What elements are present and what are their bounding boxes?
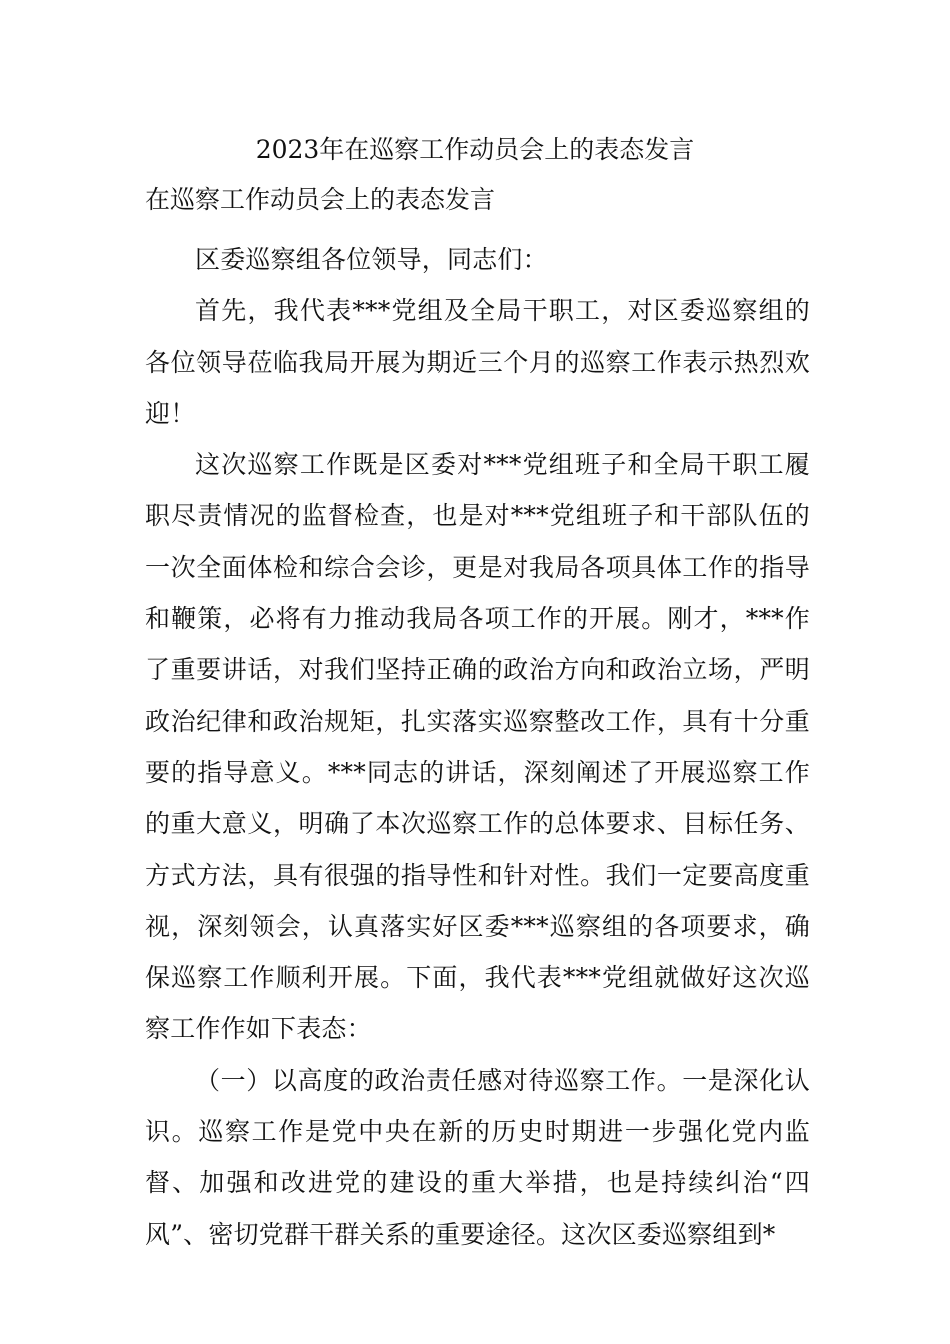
welcome-paragraph: 首先，我代表***党组及全局干职工，对区委巡察组的各位领导莅临我局开展为期近三个月的巡察工作表示热烈欢迎！ xyxy=(145,296,810,428)
document-body xyxy=(145,234,810,1260)
significance-paragraph: 这次巡察工作既是区委对***党组班子和全局干职工履职尽责情况的监督检查，也是对***党组班子和干部队伍的一次全面体检和综合会诊，更是对我局各项具体工作的指导和鞭策，必将有力推动我局各项工作的开展。刚才，***作了重要讲话，对我们坚持正确的政治方向和政治立场，严明政治纪律和政治规矩，扎实落实巡察整改工作，具有十分重要的指导意义。***同志的讲话，深刻阐述了开展巡察工作的重大意义，明确了本次巡察工作的总体要求、目标任务、方式方法，具有很强的指导性和针对性。我们一定要高度重视，深刻领会，认真落实好区委***巡察组的各项要求，确保巡察工作顺利开展。下面，我代表***党组就做好这次巡察工作作如下表态： xyxy=(145,450,810,1044)
commitment-paragraph-1: （一）以高度的政治责任感对待巡察工作。一是深化认识。巡察工作是党中央在新的历史时期进一步强化党内监督、加强和改进党的建设的重大举措，也是持续纠治“四风”、密切党群干群关系的重要途径。这次区委巡察组到* xyxy=(145,1065,810,1249)
document-subtitle: 在巡察工作动员会上的表态发言 xyxy=(145,185,496,214)
salutation-paragraph: 区委巡察组各位领导，同志们： xyxy=(195,245,548,274)
document-title: 2023年在巡察工作动员会上的表态发言 xyxy=(255,135,695,164)
